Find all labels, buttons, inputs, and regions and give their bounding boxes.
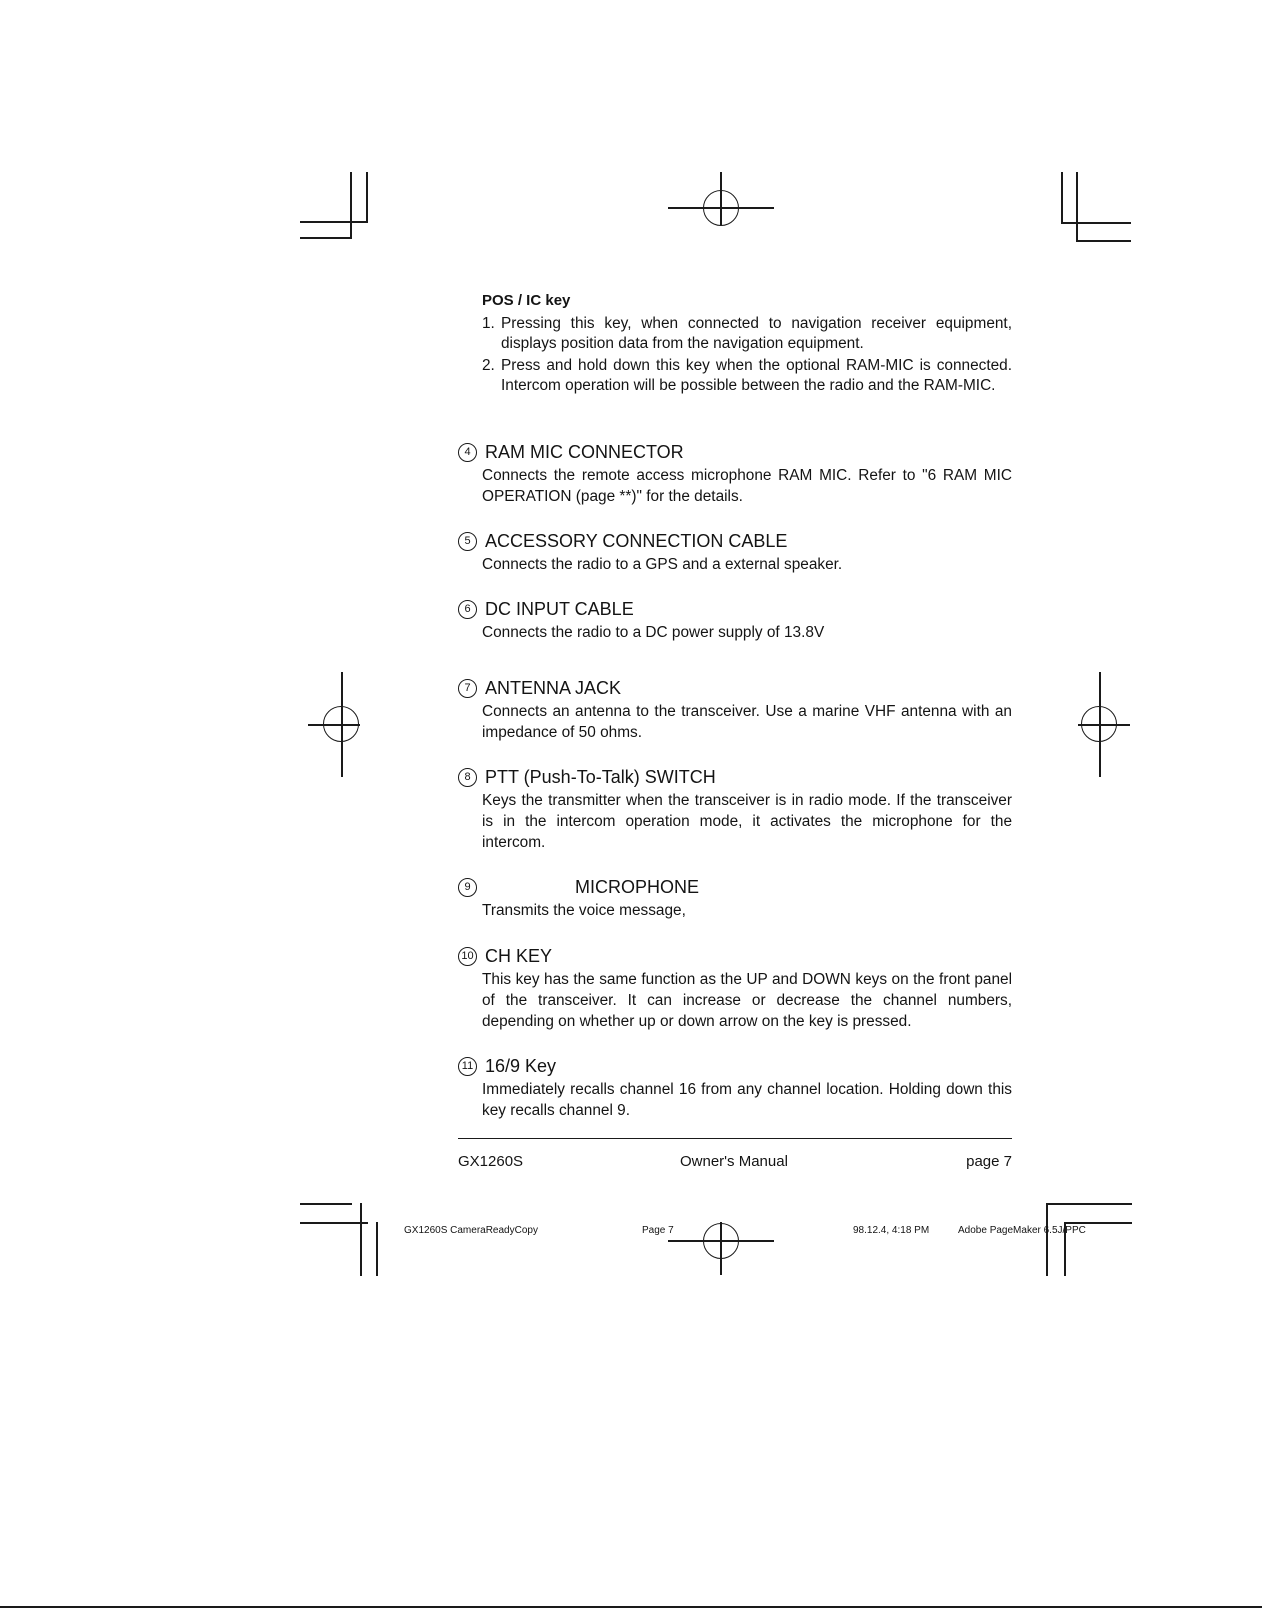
section-body: Connects an antenna to the transceiver. Use a marine VHF antenna with an impedance of 50 ohms.	[482, 703, 1012, 741]
slug-app: Adobe PageMaker 6.5J/PPC	[958, 1225, 1086, 1236]
registration-mark-right	[1081, 706, 1117, 742]
page-footer	[458, 1138, 1012, 1170]
circled-number: 4	[458, 443, 477, 462]
section-title: 16/9 Key	[485, 1056, 557, 1076]
section-ram-mic-connector	[458, 441, 1012, 507]
section-ch-key	[458, 945, 1012, 1032]
registration-mark-left	[323, 706, 359, 742]
section-title: ANTENNA JACK	[485, 678, 622, 698]
section-title: MICROPHONE	[575, 877, 700, 897]
section-body: Transmits the voice message,	[482, 902, 686, 919]
section-body: Keys the transmitter when the transceiver is in radio mode. If the transceiver is in the intercom operation mode, it activates the microphone for the intercom.	[482, 792, 1012, 851]
list-item-text: Pressing this key, when connected to navigation receiver equipment, displays position data from the navigation equipment.	[501, 314, 1012, 352]
section-title: RAM MIC CONNECTOR	[485, 442, 684, 462]
section-title: PTT (Push-To-Talk) SWITCH	[485, 767, 716, 787]
circled-number: 7	[458, 679, 477, 698]
slug-date: 98.12.4, 4:18 PM	[853, 1225, 930, 1236]
circled-number: 11	[458, 1057, 477, 1076]
section-title: DC INPUT CABLE	[485, 599, 634, 619]
pos-ic-key-block	[482, 291, 1012, 397]
list-item-number: 1.	[482, 314, 495, 332]
footer-title: Owner's Manual	[680, 1153, 788, 1170]
section-dc-input-cable	[458, 598, 1012, 643]
registration-mark-bottom	[703, 1223, 739, 1259]
circled-number: 8	[458, 768, 477, 787]
pos-ic-key-list	[482, 314, 1012, 397]
section-title: CH KEY	[485, 946, 553, 966]
section-body: Connects the radio to a DC power supply of 13.8V	[482, 624, 825, 641]
section-antenna-jack	[458, 677, 1012, 743]
section-ptt-switch	[458, 766, 1012, 853]
section-accessory-connection-cable	[458, 530, 1012, 575]
section-body: Connects the radio to a GPS and a external speaker.	[482, 556, 843, 573]
pos-ic-key-heading: POS / IC key	[482, 292, 571, 309]
footer-model: GX1260S	[458, 1153, 524, 1170]
list-item-text: Press and hold down this key when the optional RAM-MIC is connected. Intercom operation will be possible between the radio and the RAM-MIC.	[501, 356, 1012, 394]
slug-page: Page 7	[642, 1225, 674, 1236]
footer-page-number: page 7	[966, 1153, 1012, 1170]
list-item	[482, 314, 1012, 355]
section-microphone	[458, 876, 1012, 921]
list-item-number: 2.	[482, 356, 495, 374]
list-item	[482, 356, 1012, 397]
section-body: This key has the same function as the UP and DOWN keys on the front panel of the transceiver. It can increase or decrease the channel numbers, depending on whether up or down arrow on the key is pressed.	[482, 971, 1012, 1030]
registration-mark-top	[703, 190, 739, 226]
slug-file: GX1260S CameraReadyCopy	[404, 1225, 538, 1236]
circled-number: 5	[458, 532, 477, 551]
section-16-9-key	[458, 1055, 1012, 1121]
section-body: Connects the remote access microphone RAM MIC. Refer to "6 RAM MIC OPERATION (page **)" for the details.	[482, 467, 1012, 505]
circled-number: 9	[458, 878, 477, 897]
circled-number: 10	[458, 947, 477, 966]
section-body: Immediately recalls channel 16 from any channel location. Holding down this key recalls channel 9.	[482, 1081, 1012, 1119]
circled-number: 6	[458, 600, 477, 619]
section-title: ACCESSORY CONNECTION CABLE	[485, 531, 788, 551]
